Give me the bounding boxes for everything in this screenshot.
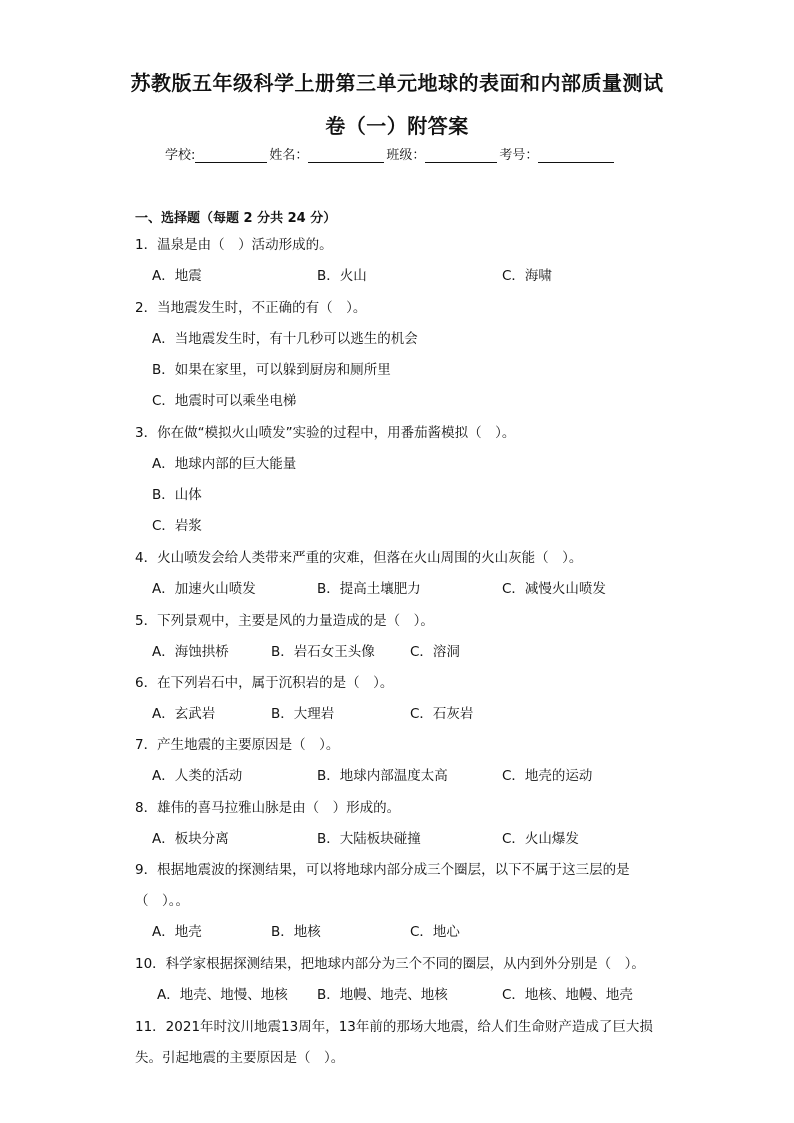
q7-option-b[interactable]: B．地球内部温度太高 <box>317 768 448 784</box>
q7-option-a[interactable]: A．人类的活动 <box>152 768 243 784</box>
number-blank[interactable] <box>538 148 614 163</box>
q8-option-a[interactable]: A．板块分离 <box>152 831 229 847</box>
q10-option-c[interactable]: C．地核、地幔、地壳 <box>502 987 633 1003</box>
question-11: 11．2021年时汶川地震13周年，13年前的那场大地震，给人们生命财产造成了巨大损 <box>135 1019 653 1035</box>
q9-option-c[interactable]: C．地心 <box>410 924 460 940</box>
question-10: 10．科学家根据探测结果，把地球内部分为三个不同的圈层，从内到外分别是（ ）。 <box>135 956 645 972</box>
q10-option-a[interactable]: A．地壳、地慢、地核 <box>157 987 288 1003</box>
q6-option-b[interactable]: B．大理岩 <box>271 706 335 722</box>
q4-option-c[interactable]: C．减慢火山喷发 <box>502 581 606 597</box>
class-label: 班级： <box>386 148 426 163</box>
q4-option-b[interactable]: B．提高土壤肥力 <box>317 581 421 597</box>
school-blank[interactable] <box>195 148 267 163</box>
q3-option-b[interactable]: B．山体 <box>152 487 202 503</box>
q6-option-a[interactable]: A．玄武岩 <box>152 706 216 722</box>
q9-option-b[interactable]: B．地核 <box>271 924 321 940</box>
question-8: 8．雄伟的喜马拉雅山脉是由（ ）形成的。 <box>135 800 401 816</box>
question-9: 9．根据地震波的探测结果，可以将地球内部分成三个圈层，以下不属于这三层的是 <box>135 862 630 878</box>
student-info-row <box>165 144 616 163</box>
q10-option-b[interactable]: B．地幔、地壳、地核 <box>317 987 448 1003</box>
number-label: 考号： <box>499 148 539 163</box>
q6-option-c[interactable]: C．石灰岩 <box>410 706 474 722</box>
question-2: 2．当地震发生时，不正确的有（ ）。 <box>135 300 367 316</box>
q8-option-c[interactable]: C．火山爆发 <box>502 831 579 847</box>
school-label: 学校: <box>165 148 196 163</box>
question-6: 6．在下列岩石中，属于沉积岩的是（ ）。 <box>135 675 394 691</box>
q4-option-a[interactable]: A．加速火山喷发 <box>152 581 256 597</box>
question-1: 1．温泉是由（ ）活动形成的。 <box>135 237 333 253</box>
question-7: 7．产生地震的主要原因是（ ）。 <box>135 737 340 753</box>
q1-option-c[interactable]: C．海啸 <box>502 268 552 284</box>
name-label: 姓名： <box>269 148 309 163</box>
q1-option-a[interactable]: A．地震 <box>152 268 202 284</box>
exam-title-line2: 卷（一）附答案 <box>325 114 469 138</box>
q2-option-b[interactable]: B．如果在家里，可以躲到厨房和厕所里 <box>152 362 391 378</box>
class-blank[interactable] <box>425 148 497 163</box>
q2-option-a[interactable]: A．当地震发生时，有十几秒可以逃生的机会 <box>152 331 418 347</box>
q9-option-a[interactable]: A．地壳 <box>152 924 202 940</box>
question-11-continued: 失。引起地震的主要原因是（ ）。 <box>135 1050 345 1066</box>
question-3: 3．你在做“模拟火山喷发”实验的过程中，用番茄酱模拟（ ）。 <box>135 425 516 441</box>
q7-option-c[interactable]: C．地壳的运动 <box>502 768 593 784</box>
q5-option-c[interactable]: C．溶洞 <box>410 644 460 660</box>
q2-option-c[interactable]: C．地震时可以乘坐电梯 <box>152 393 297 409</box>
q5-option-b[interactable]: B．岩石女王头像 <box>271 644 375 660</box>
q3-option-c[interactable]: C．岩浆 <box>152 518 202 534</box>
section-heading: 一、选择题（每题 2 分共 24 分） <box>135 211 337 226</box>
q8-option-b[interactable]: B．大陆板块碰撞 <box>317 831 421 847</box>
exam-title-line1: 苏教版五年级科学上册第三单元地球的表面和内部质量测试 <box>130 71 664 95</box>
q1-option-b[interactable]: B．火山 <box>317 268 367 284</box>
q3-option-a[interactable]: A．地球内部的巨大能量 <box>152 456 297 472</box>
question-9-continued: （ ）。。 <box>135 893 189 909</box>
name-blank[interactable] <box>308 148 384 163</box>
question-5: 5．下列景观中，主要是风的力量造成的是（ ）。 <box>135 613 434 629</box>
q5-option-a[interactable]: A．海蚀拱桥 <box>152 644 229 660</box>
question-4: 4．火山喷发会给人类带来严重的灾难，但落在火山周围的火山灰能（ ）。 <box>135 550 583 566</box>
